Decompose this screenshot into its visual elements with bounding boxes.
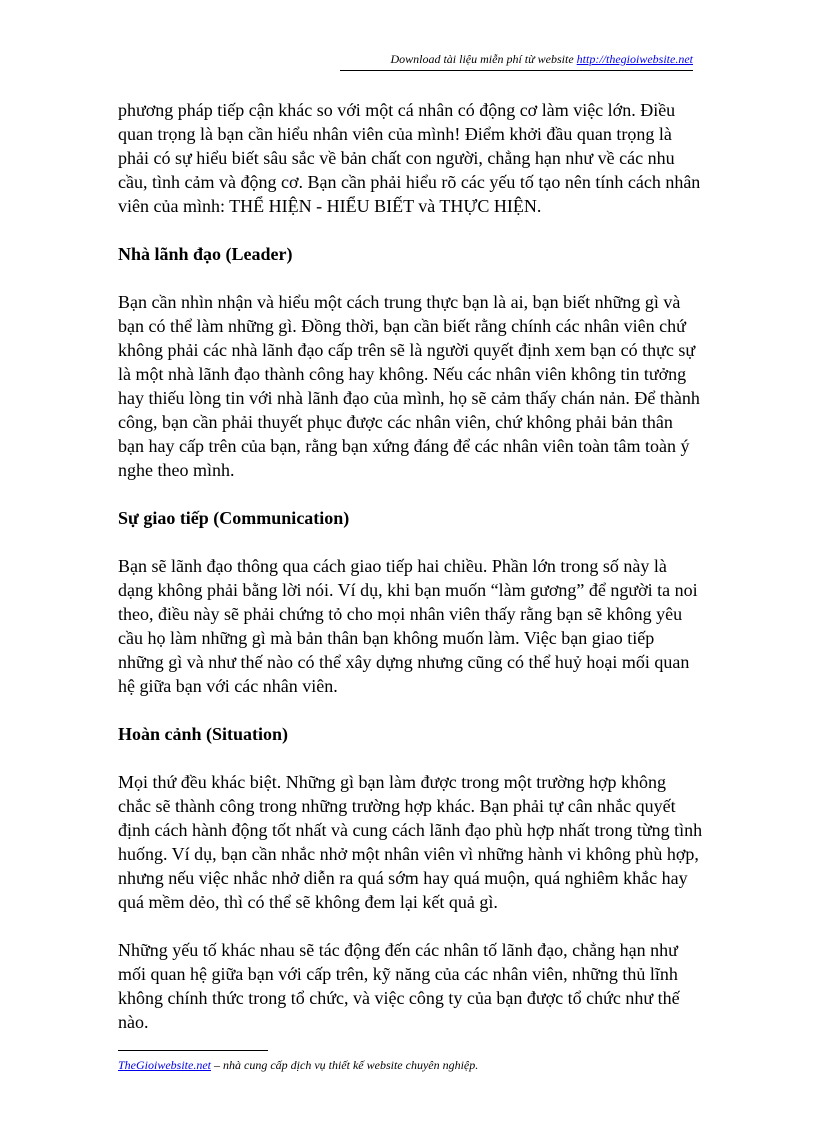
header-text: Download tài liệu miễn phí từ website (390, 52, 577, 66)
section-paragraph-leader: Bạn cần nhìn nhận và hiểu một cách trung thực bạn là ai, bạn biết những gì và bạn có thể làm những gì. Đồng thời, bạn cần biết rằng chính các nhân viên chứ không phải các nhà lãnh đạo cấp trên sẽ là người quyết định xem bạn có thực sự là một nhà lãnh đạo thành công hay không. Nếu các nhân viên không tin tưởng hay thiếu lòng tin với nhà lãnh đạo của mình, họ sẽ cảm thấy chán nản. Để thành công, bạn cần phải thuyết phục được các nhân viên, chứ không phải bản thân bạn hay cấp trên của bạn, rằng bạn xứng đáng để các nhân viên toàn tâm toàn ý nghe theo mình. (118, 292, 700, 480)
closing-paragraph: Những yếu tố khác nhau sẽ tác động đến các nhân tố lãnh đạo, chẳng hạn như mối quan hệ giữa bạn với cấp trên, kỹ năng của các nhân viên, những thủ lĩnh không chính thức trong tổ chức, và việc công ty của bạn được tổ chức như thế nào. (118, 940, 680, 1032)
page-footer (118, 1058, 478, 1073)
header-divider (340, 70, 693, 71)
section-heading-leader: Nhà lãnh đạo (Leader) (118, 244, 293, 264)
footer-website-link[interactable]: TheGioiwebsite.net (118, 1058, 211, 1072)
document-body (118, 98, 703, 1034)
section-heading-communication: Sự giao tiếp (Communication) (118, 508, 350, 528)
header-website-link[interactable]: http://thegioiwebsite.net (576, 52, 693, 66)
page-header (118, 52, 693, 67)
intro-paragraph: phương pháp tiếp cận khác so với một cá nhân có động cơ làm việc lớn. Điều quan trọng là bạn cần hiểu nhân viên của mình! Điểm khởi đầu quan trọng là phải có sự hiểu biết sâu sắc về bản chất con người, chẳng hạn như về các nhu cầu, tình cảm và động cơ. Bạn cần phải hiểu rõ các yếu tố tạo nên tính cách nhân viên của mình: THỂ HIỆN - HIỂU BIẾT và THỰC HIỆN. (118, 100, 701, 216)
section-heading-situation: Hoàn cảnh (Situation) (118, 724, 289, 744)
section-paragraph-communication: Bạn sẽ lãnh đạo thông qua cách giao tiếp hai chiều. Phần lớn trong số này là dạng không phải bằng lời nói. Ví dụ, khi bạn muốn “làm gương” để người ta noi theo, điều này sẽ phải chứng tỏ cho mọi nhân viên thấy rằng bạn sẽ không yêu cầu họ làm những gì mà bản thân bạn không muốn làm. Việc bạn giao tiếp những gì và như thế nào có thể xây dựng nhưng cũng có thể huỷ hoại mối quan hệ giữa bạn với các nhân viên. (118, 556, 698, 696)
footer-divider (118, 1050, 268, 1051)
footer-text: – nhà cung cấp dịch vụ thiết kế website chuyên nghiệp. (211, 1058, 479, 1072)
section-paragraph-situation: Mọi thứ đều khác biệt. Những gì bạn làm được trong một trường hợp không chắc sẽ thành công trong những trường hợp khác. Bạn phải tự cân nhắc quyết định cách hành động tốt nhất và cung cách lãnh đạo phù hợp nhất trong từng tình huống. Ví dụ, bạn cần nhắc nhở một nhân viên vì những hành vi không phù hợp, nhưng nếu việc nhắc nhở diễn ra quá sớm hay quá muộn, quá nghiêm khắc hay quá mềm dẻo, thì có thể sẽ không đem lại kết quả gì. (118, 772, 703, 912)
